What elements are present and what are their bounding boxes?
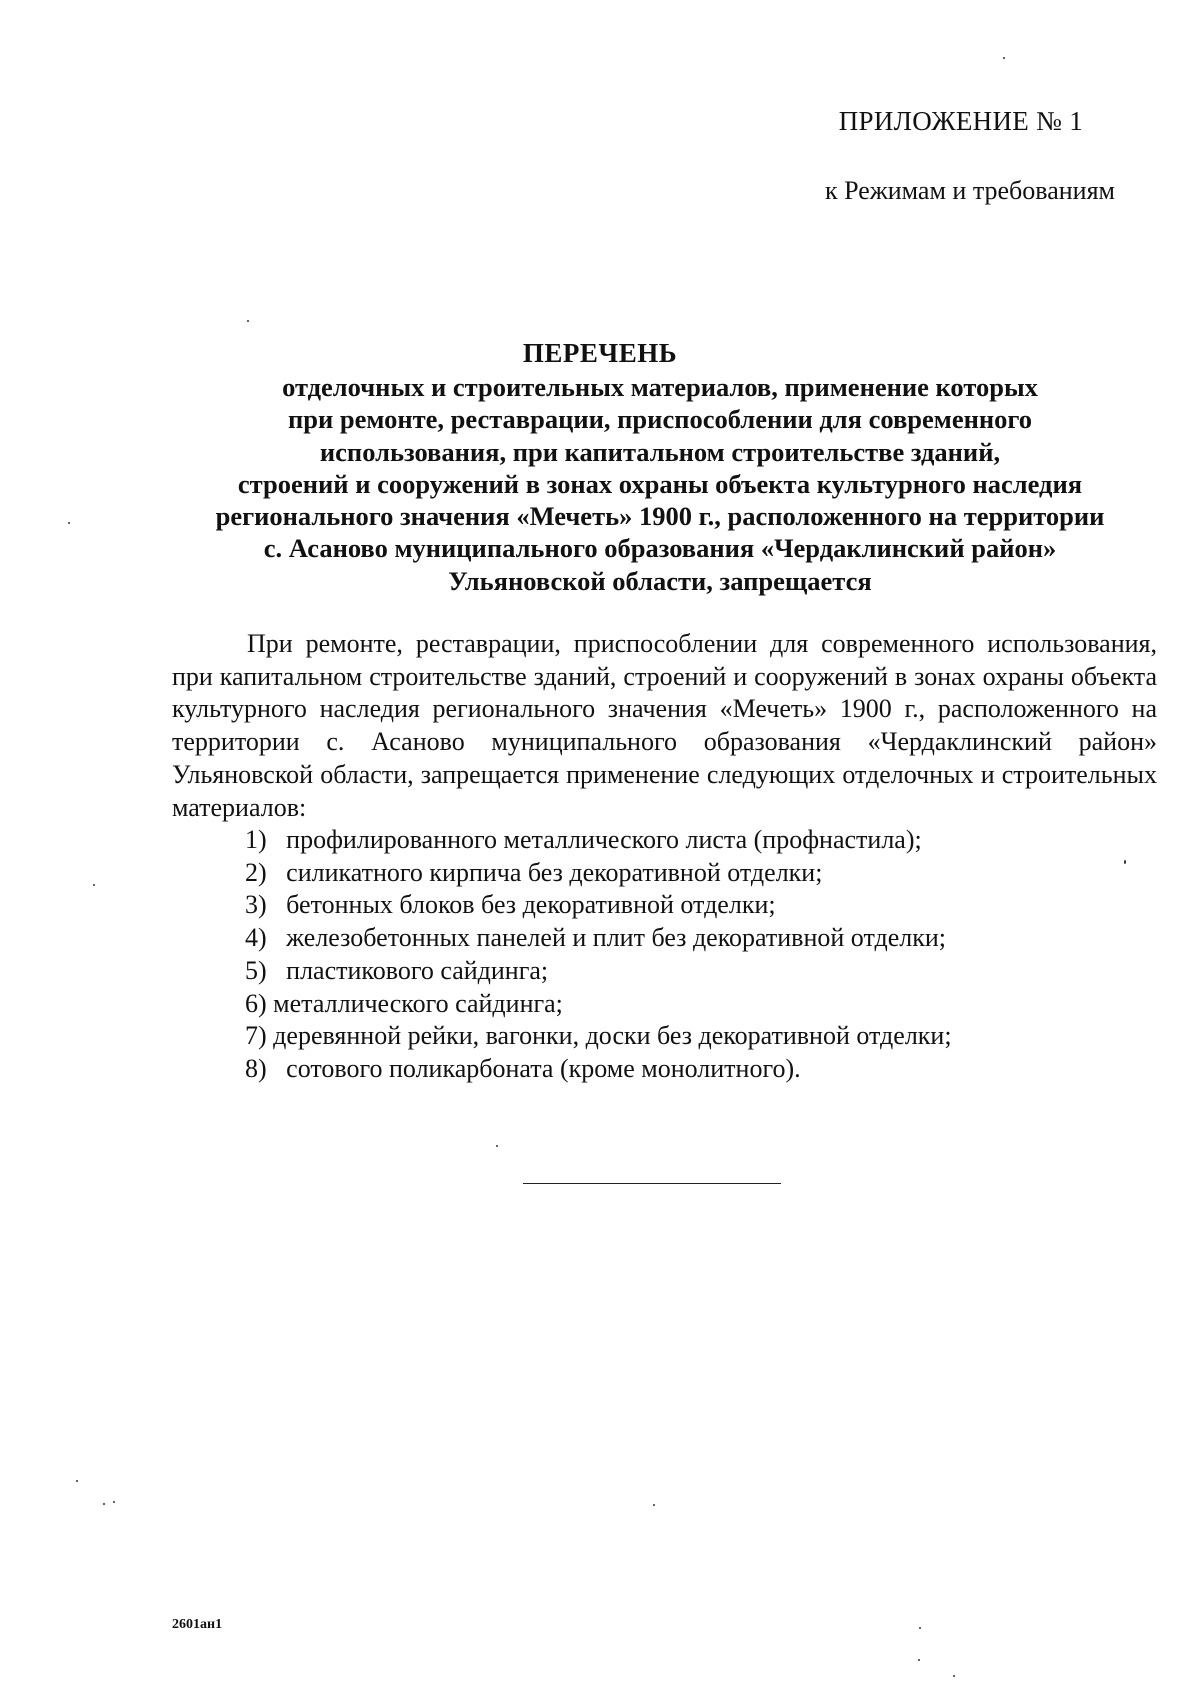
subtitle-line: Ульяновской области, запрещается [448, 565, 872, 596]
list-item-number: 2) [245, 857, 267, 887]
document-title: ПЕРЕЧЕНЬ [522, 338, 678, 368]
subtitle-line: с. Асаново муниципального образования «Чердаклинский район» [263, 533, 1057, 564]
list-item-number: 3) [245, 890, 267, 920]
list-item-text: профилированного металлического листа (профнастила); [286, 825, 922, 854]
appendix-subtitle: к Режимам и требованиям [824, 176, 1115, 205]
scan-speck [68, 522, 70, 524]
list-item [245, 922, 1125, 955]
scan-speck [103, 1503, 105, 1505]
body-paragraph: При ремонте, реставрации, приспособлении для современного использования, при капитальном строительстве зданий, строений и сооружений в зонах охраны объекта культурного наследия регионального значения «Мечеть» 1900 г., расположенного на территории с. Асаново муниципального образования «Чердаклинский район» Ульяновской области, запрещается применение следующих отделочных и строительных материалов: [172, 629, 1157, 822]
list-item-text: бетонных блоков без декоративной отделки; [286, 890, 776, 920]
list-item [245, 857, 1125, 890]
scan-speck [918, 1659, 920, 1661]
list-item-text: пластикового сайдинга; [286, 955, 549, 985]
closing-separator-line [523, 1183, 781, 1184]
list-item [245, 955, 1125, 988]
list-item [245, 1053, 1125, 1086]
list-item [245, 1020, 1125, 1053]
scan-speck [919, 1627, 921, 1629]
list-item-text: металлического сайдинга; [273, 988, 563, 1018]
list-item-number: 6) [245, 988, 267, 1018]
list-item-text: железобетонных панелей и плит без декоративной отделки; [286, 923, 946, 953]
list-item-text: сотового поликарбоната (кроме монолитного). [286, 1053, 801, 1083]
list-item [245, 988, 1125, 1021]
scan-speck [496, 1145, 498, 1147]
scan-speck [113, 1501, 115, 1503]
subtitle-line: отделочных и строительных материалов, применение которых [282, 372, 1038, 402]
list-item-number: 5) [245, 955, 267, 985]
scan-speck [93, 884, 95, 886]
scan-speck [1124, 860, 1126, 864]
subtitle-line: при ремонте, реставрации, приспособлении для современного [287, 404, 1033, 435]
list-item-text: деревянной рейки, вагонки, доски без декоративной отделки; [273, 1021, 952, 1051]
list-item-number: 4) [245, 923, 267, 953]
subtitle-line: регионального значения «Мечеть» 1900 г., расположенного на территории [215, 501, 1105, 532]
list-item-text: силикатного кирпича без декоративной отделки; [286, 857, 823, 887]
scan-speck [247, 320, 249, 322]
scan-speck [1003, 57, 1005, 59]
list-item [245, 889, 1125, 922]
materials-list [245, 824, 1125, 1086]
list-item [245, 824, 1125, 857]
scan-speck [76, 1480, 78, 1482]
list-item-number: 7) [245, 1021, 267, 1051]
document-code: 2601ан1 [172, 1617, 223, 1632]
subtitle-line: строений и сооружений в зонах охраны объекта культурного наследия [237, 468, 1083, 499]
scan-speck [953, 1675, 955, 1677]
document-subtitle [150, 371, 1170, 597]
scan-speck [653, 1504, 655, 1506]
list-item-number: 8) [245, 1053, 267, 1083]
subtitle-line: использования, при капитальном строительстве зданий, [319, 436, 1001, 467]
appendix-label: ПРИЛОЖЕНИЕ № 1 [838, 106, 1083, 136]
list-item-number: 1) [245, 825, 267, 854]
